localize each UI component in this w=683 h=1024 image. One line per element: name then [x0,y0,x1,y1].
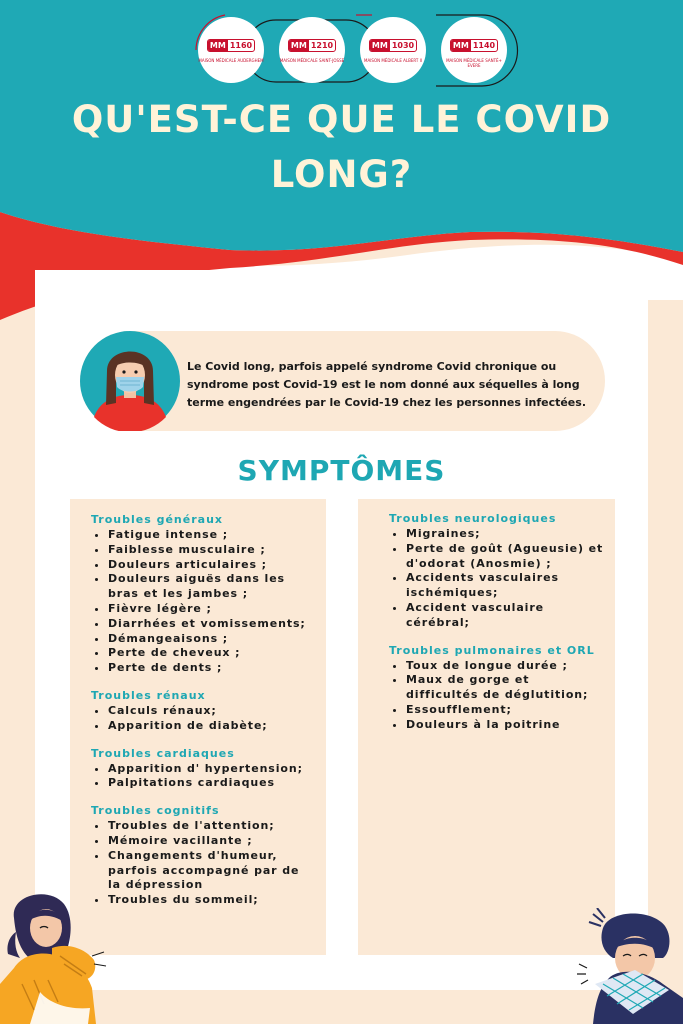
group-title: Troubles généraux [91,513,223,526]
symptom-list [389,527,605,631]
list-item: • Faiblesse musculaire ; [108,543,316,558]
list-item: • Accident vasculaire cérébral; [406,601,605,631]
list-item: • Perte de goût (Agueusie) et d'odorat (Anosmie) ; [406,542,605,572]
list-item: • Fièvre légère ; [108,602,316,617]
symptom-list [91,528,316,676]
list-item: • Douleurs aiguës dans les bras et les jambes ; [108,572,316,602]
logo-mm-1140[interactable]: MM 1140 MAISON MÉDICALE SANTÉ+ EVERE [441,17,507,83]
list-item: • Essoufflement; [406,703,605,718]
list-item: • Perte de dents ; [108,661,316,676]
group-title: Troubles rénaux [91,688,206,702]
list-item: • Diarrhées et vomissements; [108,617,316,632]
group-title: Troubles neurologiques [389,512,557,525]
page-title: QU'EST-CE QUE LE COVID LONG? [71,98,612,196]
list-item: • Mémoire vacillante ; [108,834,316,849]
list-item: • Toux de longue durée ; [406,659,605,674]
group-cognitive [91,803,316,908]
list-item: • Troubles du sommeil; [108,893,316,908]
symptom-list [91,819,316,908]
list-item: • Migraines; [406,527,605,542]
group-general [91,512,316,676]
list-item: • Maux de gorge et difficultés de déglutition; [406,673,605,703]
group-neurological [389,511,605,631]
list-item: • Accidents vasculaires ischémiques; [406,571,605,601]
symptoms-heading: SYMPTÔMES [237,454,446,487]
list-item: • Changements d'humeur, parfois accompagné par de la dépression [108,849,316,893]
logo-mm-1030[interactable]: MM 1030 MAISON MÉDICALE ALBERT II [360,17,426,83]
list-item: • Apparition de diabète; [108,719,316,734]
list-item: • Palpitations cardiaques [108,776,316,791]
intro-text: Le Covid long, parfois appelé syndrome Covid chronique ou syndrome post Covid-19 est le nom donné aux séquelles à long terme engendrées par le Covid-19 chez les personnes infectées. [187,360,586,409]
group-renal [91,688,316,734]
group-cardiac [91,746,316,792]
list-item: • Calculs rénaux; [108,704,316,719]
list-item: • Douleurs à la poitrine [406,718,605,733]
coughing-woman-icon [0,884,110,1024]
symptom-list [389,659,605,733]
list-item: • Douleurs articulaires ; [108,558,316,573]
list-item: • Perte de cheveux ; [108,646,316,661]
group-title: Troubles cardiaques [91,746,235,760]
group-pulmonary [389,643,605,733]
logo-mm-1160[interactable]: MM 1160 MAISON MÉDICALE AUDERGHEM [198,17,264,83]
symptoms-column-right [358,499,615,955]
list-item: • Troubles de l'attention; [108,819,316,834]
logo-mm-1210[interactable]: MM 1210 MAISON MÉDICALE SAINT-JOSSE [279,17,345,83]
sneezing-man-icon [573,908,683,1024]
symptom-list [91,704,316,734]
list-item: • Démangeaisons ; [108,632,316,647]
symptom-list [91,762,316,792]
list-item: • Fatigue intense ; [108,528,316,543]
group-title: Troubles cognitifs [91,804,220,818]
group-title: Troubles pulmonaires et ORL [389,643,595,657]
masked-woman-icon [80,331,180,431]
list-item: • Apparition d' hypertension; [108,762,316,777]
